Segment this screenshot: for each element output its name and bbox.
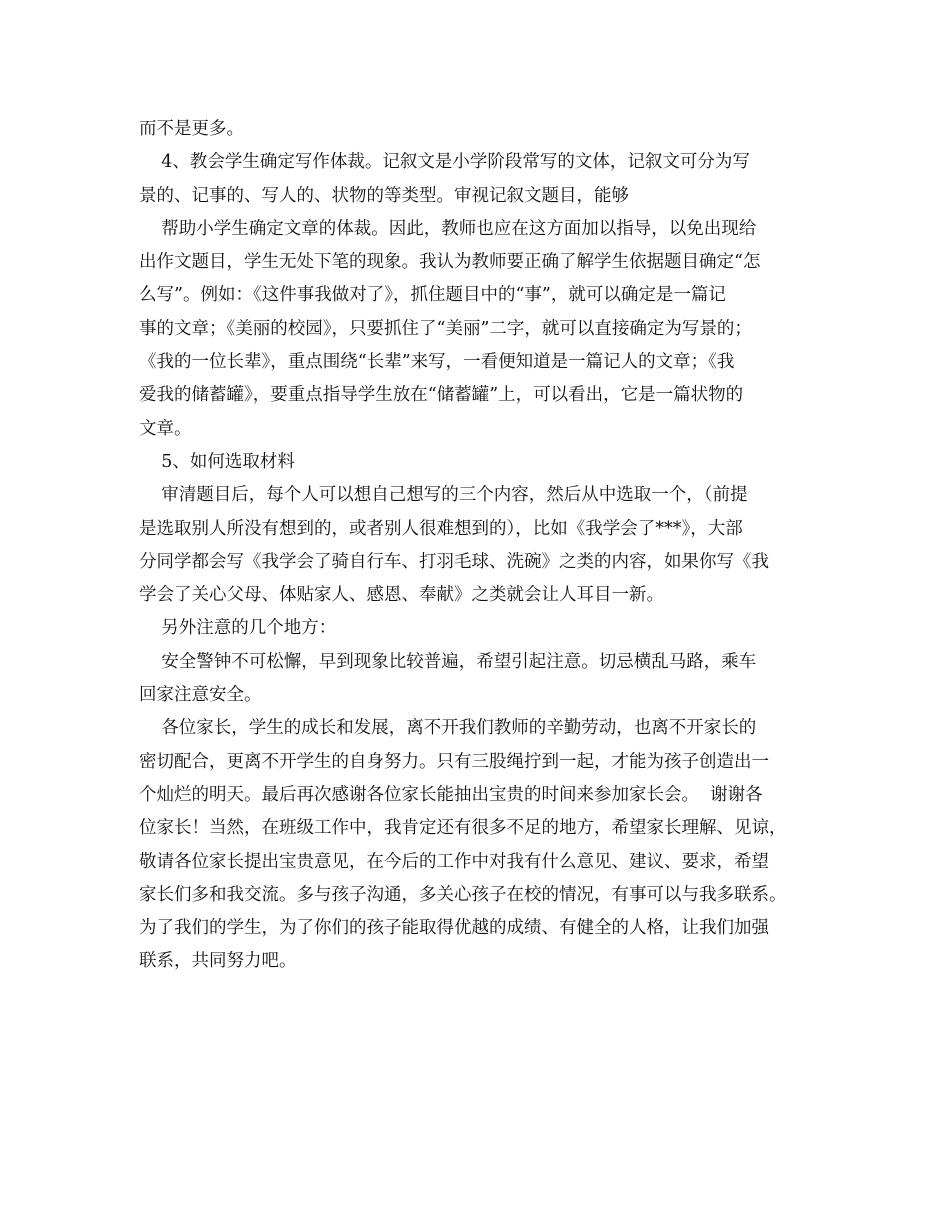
text-line: 安全警钟不可松懈，早到现象比较普遍，希望引起注意。切忌横乱马路，乘车 <box>139 651 757 672</box>
text-line: 回家注意安全。 <box>139 685 262 706</box>
text-line: 5、如何选取材料 <box>139 451 295 472</box>
text-line: 学会了关心父母、体贴家人、感恩、奉献》之类就会让人耳目一新。 <box>139 585 664 606</box>
text-line: 么写”。例如：《这件事我做对了》，抓住题目中的“事”，就可以确定是一篇记 <box>139 285 726 306</box>
text-line: 各位家长，学生的成长和发展，离不开我们教师的辛勤劳动，也离不开家长的 <box>139 718 757 739</box>
text-line: 而不是更多。 <box>139 119 244 139</box>
text-line: 出作文题目，学生无处下笔的现象。我认为教师要正确了解学生依据题目确定“怎 <box>139 252 761 273</box>
text-line: 位家长！当然，在班级工作中，我肯定还有很多不足的地方，希望家长理解、见谅， <box>139 818 787 839</box>
text-line: 分同学都会写《我学会了骑自行车、打羽毛球、洗碗》之类的内容，如果你写《我 <box>139 551 769 572</box>
text-line: 是选取别人所没有想到的，或者别人很难想到的），比如《我学会了***》，大部 <box>139 518 743 539</box>
text-line: 敬请各位家长提出宝贵意见，在今后的工作中对我有什么意见、建议、要求，希望 <box>139 851 769 872</box>
text-line: 景的、记事的、写人的、状物的等类型。审视记叙文题目，能够 <box>139 185 629 206</box>
text-line: 文章。 <box>139 418 192 439</box>
text-line: 帮助小学生确定文章的体裁。因此，教师也应在这方面加以指导，以免出现给 <box>139 218 757 239</box>
text-line: 联系，共同努力吧。 <box>139 951 297 972</box>
text-line: 爱我的储蓄罐》，要重点指导学生放在“储蓄罐”上，可以看出，它是一篇状物的 <box>139 385 744 406</box>
text-line: 事的文章；《美丽的校园》，只要抓住了“美丽”二字，就可以直接确定为写景的； <box>139 318 752 339</box>
text-line: 为了我们的学生，为了你们的孩子能取得优越的成绩、有健全的人格，让我们加强 <box>139 918 769 939</box>
document-body <box>139 113 811 979</box>
text-line: 4、教会学生确定写作体裁。记叙文是小学阶段常写的文体，记叙文可分为写 <box>139 152 750 173</box>
text-line: 审清题目后，每个人可以想自己想写的三个内容，然后从中选取一个，（前提 <box>139 485 748 506</box>
text-line: 密切配合，更离不开学生的自身努力。只有三股绳拧到一起，才能为孩子创造出一 <box>139 751 769 772</box>
text-line: 家长们多和我交流。多与孩子沟通，多关心孩子在校的情况，有事可以与我多联系。 <box>139 884 787 905</box>
text-line: 另外注意的几个地方： <box>139 618 337 639</box>
text-line: 《我的一位长辈》，重点围绕“长辈”来写，一看便知道是一篇记人的文章；《我 <box>139 352 735 373</box>
text-line: 个灿烂的明天。最后再次感谢各位家长能抽出宝贵的时间来参加家长会。 谢谢各 <box>139 784 763 805</box>
